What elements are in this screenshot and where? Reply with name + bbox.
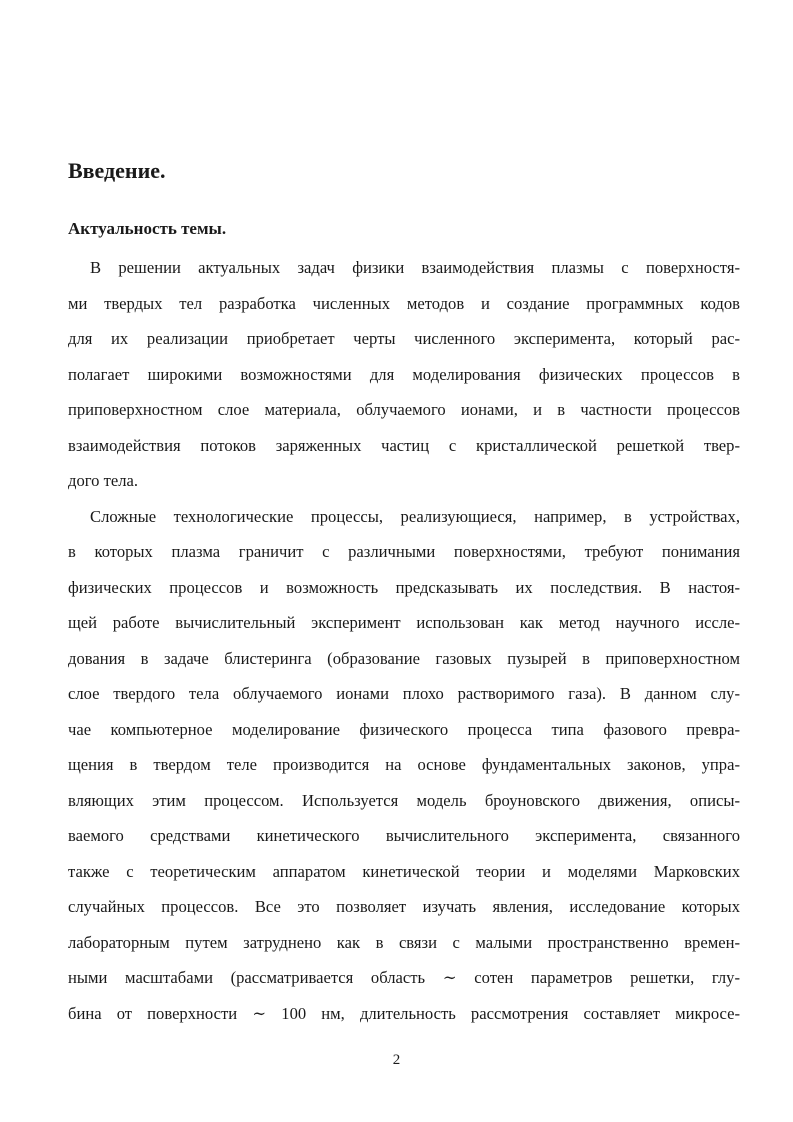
paragraph-2-line: ваемого средствами кинетического вычислительного эксперимента, связанного — [68, 826, 740, 845]
paragraph-2-line: щения в твердом теле производится на основе фундаментальных законов, упра- — [68, 755, 740, 774]
paragraph-2-line: вляющих этим процессом. Используется модель броуновского движения, описы- — [68, 790, 740, 810]
paragraph-1-line: ми твердых тел разработка численных методов и создание программных кодов — [68, 293, 740, 313]
paragraph-1-line: приповерхностном слое материала, облучаемого ионами, и в частности процессов — [68, 400, 740, 419]
paragraph-1-line: полагает широкими возможностями для моделирования физических процессов в — [68, 364, 740, 384]
paragraph-1-line: В решении актуальных задач физики взаимодействия плазмы с поверхностя- — [90, 258, 740, 277]
paragraph-2-line: Сложные технологические процессы, реализующиеся, например, в устройствах, — [90, 506, 740, 526]
paragraph-2-line: случайных процессов. Все это позволяет изучать явления, исследование которых — [68, 897, 740, 916]
paragraph-1-line: взаимодействия потоков заряженных частиц с кристаллической решеткой твер- — [68, 435, 740, 455]
paragraph-2-line: щей работе вычислительный эксперимент использован как метод научного иссле- — [68, 613, 740, 632]
section-heading: Введение. — [68, 158, 166, 183]
page-number: 2 — [392, 1052, 401, 1068]
paragraph-2-line: также с теоретическим аппаратом кинетической теории и моделями Марковских — [68, 861, 740, 881]
paragraph-2-line: слое твердого тела облучаемого ионами плохо растворимого газа). В данном слу- — [68, 684, 740, 703]
subsection-heading: Актуальность темы. — [68, 219, 227, 238]
paragraph-2-line: ными масштабами (рассматривается область ∼ сотен параметров решетки, глу- — [68, 968, 740, 987]
body-text — [68, 250, 740, 1031]
paragraph-2-line: бина от поверхности ∼ 100 нм, длительность рассмотрения составляет микросе- — [68, 1003, 740, 1023]
paragraph-2-line: дования в задаче блистеринга (образование газовых пузырей в приповерхностном — [68, 648, 740, 668]
paragraph-2-line: физических процессов и возможность предсказывать их последствия. В настоя- — [68, 577, 740, 597]
paragraph-1-line: для их реализации приобретает черты численного эксперимента, который рас- — [68, 329, 740, 348]
paragraph-2-line: в которых плазма граничит с различными поверхностями, требуют понимания — [68, 542, 740, 561]
paragraph-2-line: чае компьютерное моделирование физического процесса типа фазового превра- — [68, 719, 740, 739]
paragraph-1-line: дого тела. — [68, 471, 138, 490]
paragraph-2-line: лабораторным путем затруднено как в связи с малыми пространственно времен- — [68, 932, 740, 952]
